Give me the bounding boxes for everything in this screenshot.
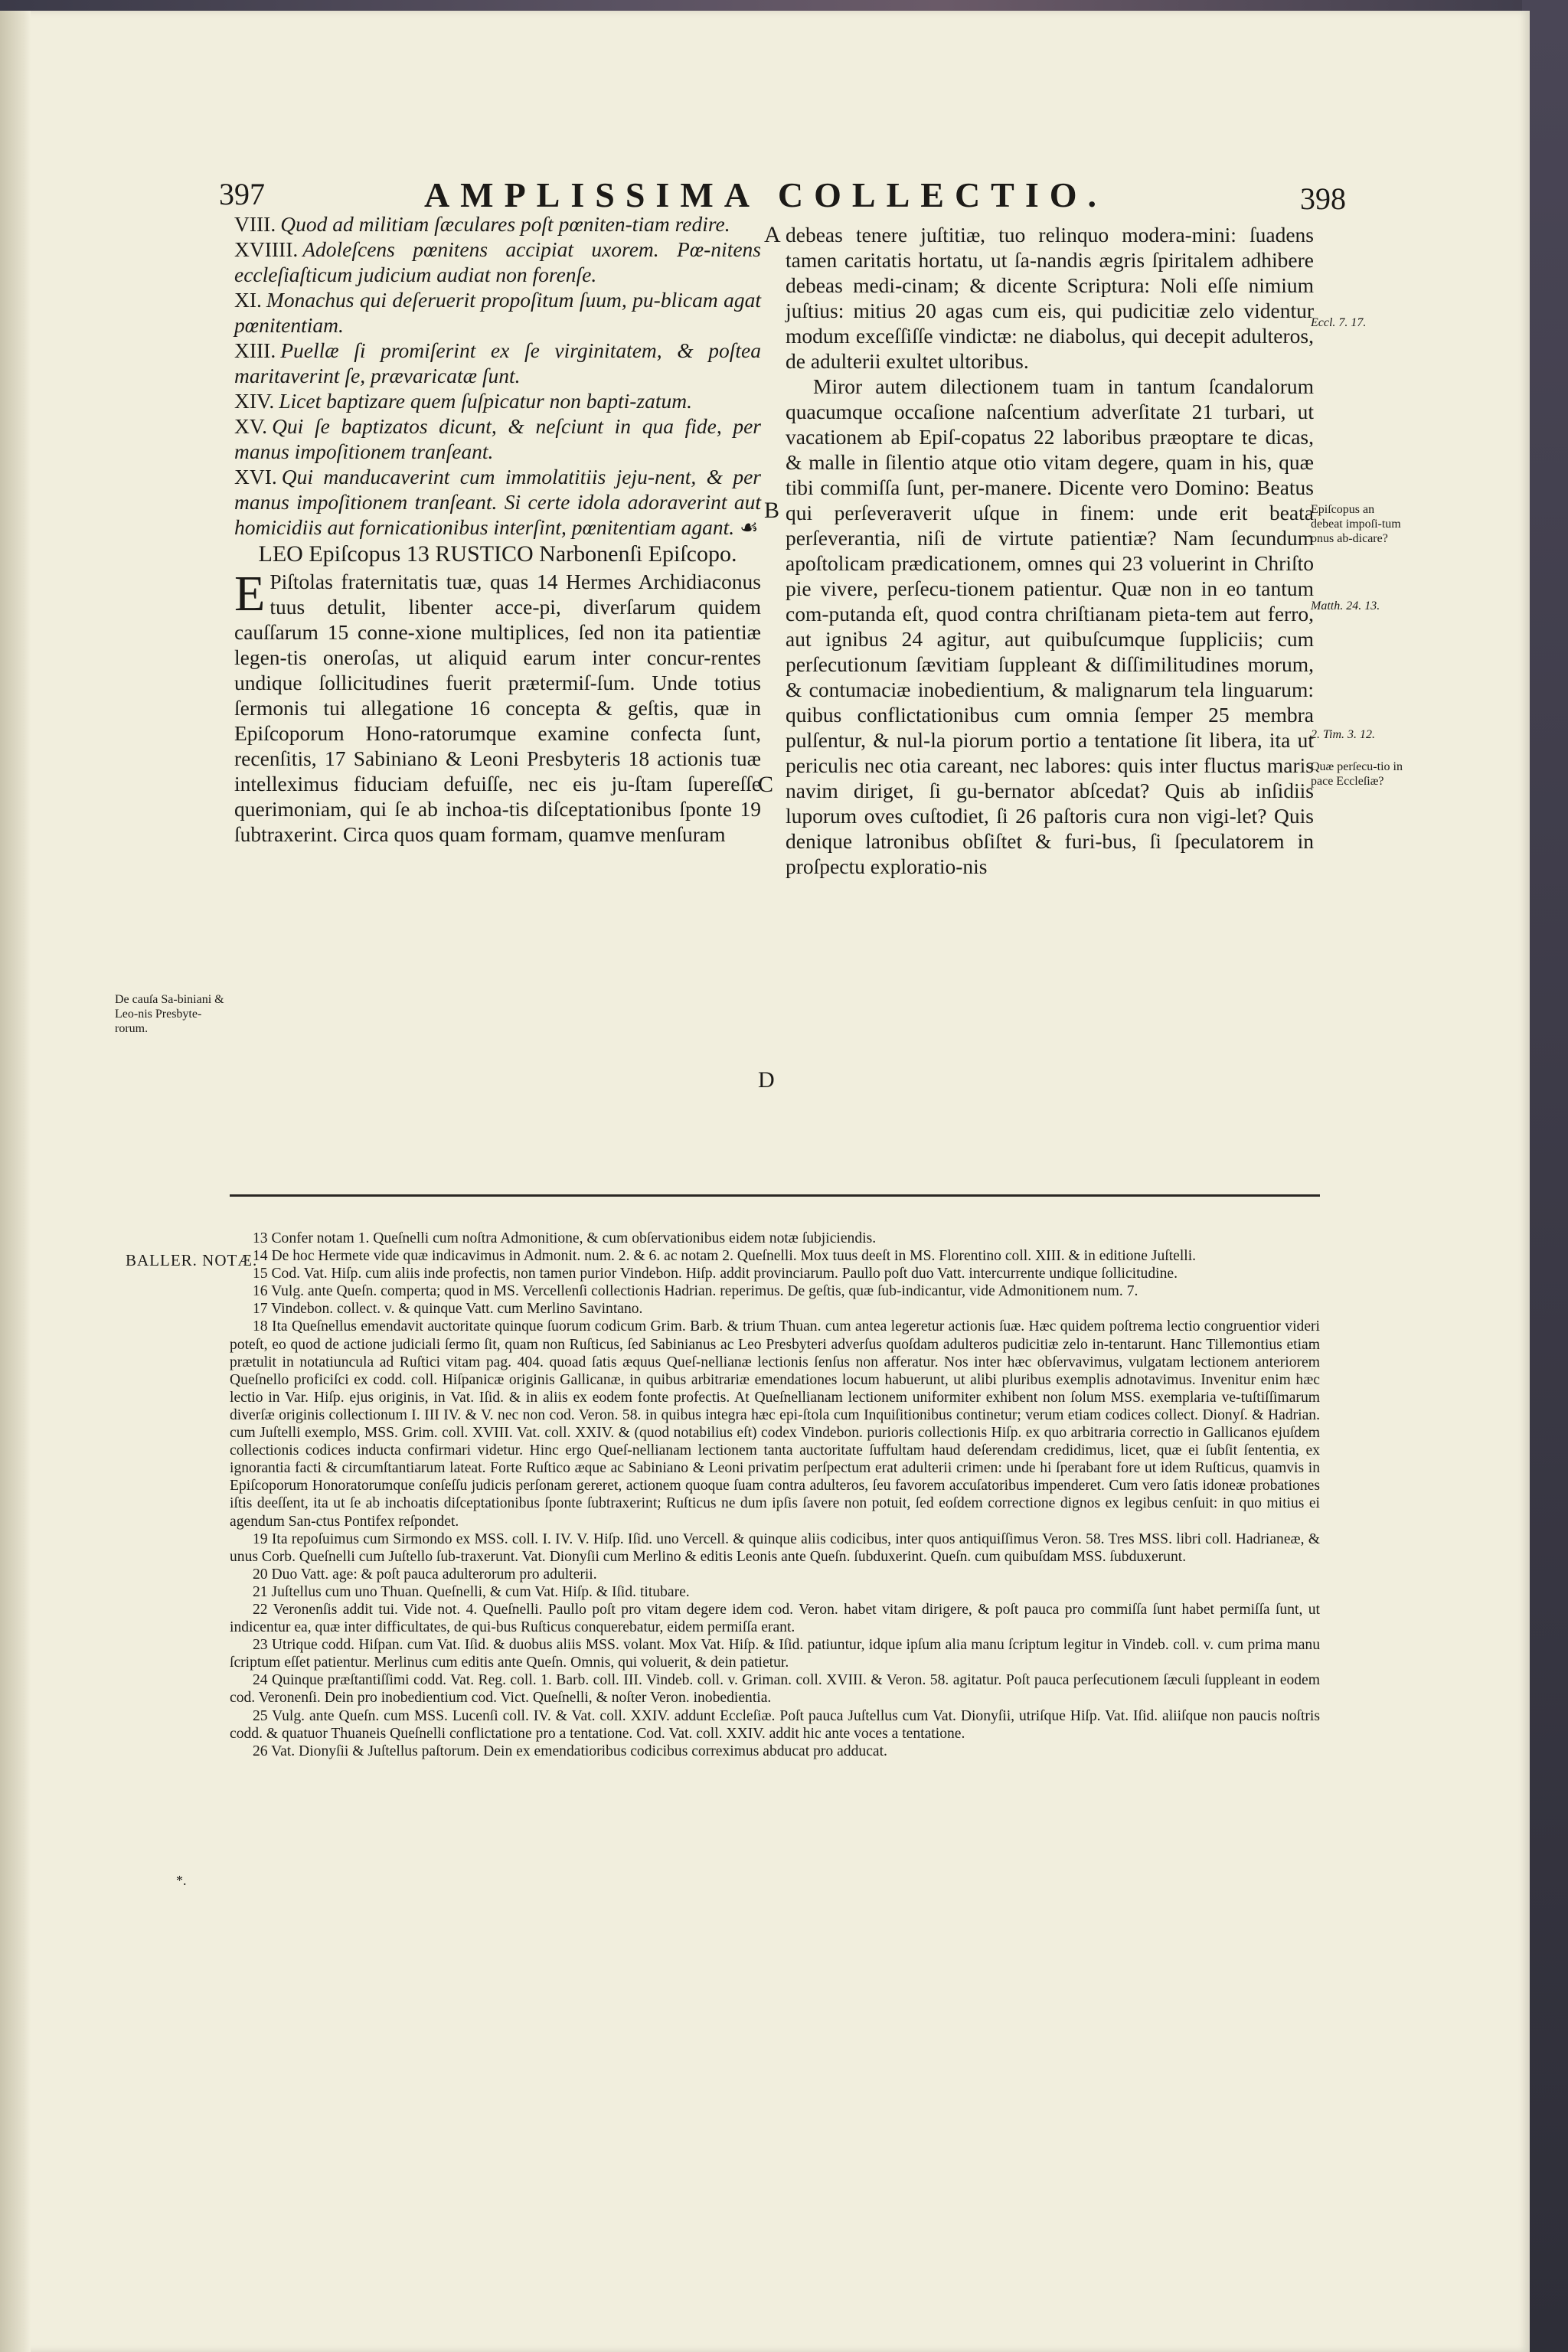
footnote: 20 Duo Vatt. age: & poſt pauca adulterorum pro adulterii. xyxy=(253,1566,597,1583)
page-number-right: 398 xyxy=(1300,181,1346,216)
footnote: 21 Juſtellus cum uno Thuan. Queſnelli, & cum Vat. Hiſp. & Iſid. titubare. xyxy=(253,1583,690,1600)
right-column xyxy=(786,222,1314,879)
footnote-rule xyxy=(230,1194,1320,1197)
footnotes xyxy=(230,1230,1320,1760)
margin-note-eccl: Eccl. 7. 17. xyxy=(1311,316,1367,329)
footnote: 19 Ita repoſuimus cum Sirmondo ex MSS. coll. I. IV. V. Hiſp. Iſid. uno Vercell. & quinque aliis codicibus, inter quos antiquiſſimus Veron. 58. Tres MSS. libri coll. Hadrianeæ, & unus Corb. Queſnelli cum Juſtello ſub-traxerunt. Vat. Dionyſii cum Merlino & editis Leonis ante Queſn. ſubduxerint. Queſn. cum quibuſdam MSS. ſubduxerunt. xyxy=(230,1530,1320,1565)
footnote: 24 Quinque præſtantiſſimi codd. Vat. Reg. coll. 1. Barb. coll. III. Vindeb. coll. v. Griman. coll. XVIII. & Veron. 58. agitatur. Poſt pauca perſecutionem ſæculi ſuppleant in eodem cod. Veronenſi. Dein pro inobedientium cod. Vict. Queſnelli, & noſter Veron. inobedientia. xyxy=(230,1672,1320,1707)
footnote: 13 Confer notam 1. Queſnelli cum noſtra Admonitione, & cum obſervationibus eidem notæ ſubjiciendis. xyxy=(253,1230,877,1246)
margin-note-matth: Matth. 24. 13. xyxy=(1311,599,1380,612)
paragraph: debeas tenere juſtitiæ, tuo relinquo modera-mini: ſuadens tamen caritatis hortatu, ut ſa-nandis ægris ſpiritalem adhibere debeas medi-cinam; & dicente Scriptura: Noli eſſe nimium juſtius: mitius 20 agas cum eis, qui pudicitiæ zelo videntur modum exceſſiſſe vindictæ: ne diabolus, qui decepit adulteros, de adulterii exultet ultoribus. xyxy=(786,223,1314,373)
footnote: 25 Vulg. ante Queſn. cum MSS. Lucenſi coll. IV. & Vat. coll. XXIV. addunt Eccleſiæ. Poſt pauca Juſtellus cum Vat. Dionyſii, utriſque Hiſp. Vat. Iſid. aliiſque non paucis noſtris codd. & quatuor Thuaneis Queſnelli conflictatione pro a tentatione. Cod. Vat. coll. XXIV. addit hic ante voces a tentatione. xyxy=(230,1707,1320,1742)
page-number-left: 397 xyxy=(219,177,265,211)
letter-body-start: E Piſtolas fraternitatis tuæ, quas 14 Hermes Archidiaconus tuus detulit, libenter acce-pi, diverſarum quidem cauſſarum 15 conne-xione multiplices, ſed non ita patientiæ legen-tis oneroſas, ut aliquid earum inter concur-rentes undique ſollicitudines fuerit prætermiſ-ſum. Unde totius ſermonis tui allegatione 16 concepta & geſtis, quæ in Epiſcoporum Hono-ratorumque examine confecta ſunt, recenſitis, 17 Sabiniano & Leoni Presbyteris 18 actionis tuæ intelleximus fiduciam defuiſſe, nec eis ju-ſtam ſupereſſe querimoniam, qui ſe ab inchoa-tis diſceptationibus ſponte 19 ſubtraxerint. Circa quos quam formam, quamve menſuram xyxy=(234,566,761,846)
page-spine-shadow xyxy=(0,11,31,2352)
footnote: 22 Veronenſis addit tui. Vide not. 4. Queſnelli. Paullo poſt pro vitam degere idem cod. Veron. habet vitam dirigere, & poſt pauca pro commiſſa ſunt habet permiſſa ſunt, ut indicentur ea, quæ inter difficultates, de qui-bus Ruſticus conquerebatur, eidem permiſſa erant. xyxy=(230,1601,1320,1636)
margin-note-de-causa: De cauſa Sa-biniani & Leo-nis Presbyte-rorum. xyxy=(115,993,224,1035)
margin-mark: *. xyxy=(176,1873,187,1888)
footnote: 18 Ita Queſnellus emendavit auctoritate quinque ſuorum codicum Grim. Barb. & trium Thuan. cum antea legeretur actionis ſuæ. Hæc quidem poſtrema lectio congruentior videri poteſt, eo quod de actione judiciali ſermo ſit, quam non Ruſticus, ſed Sabinianus ac Leo Presbyteri adverſus quoſdam adulteros pudicitiæ zelo in-tentarunt. Hanc Tillemontius etiam prætulit in notatiuncula ad Ruſtici vitam pag. 404. quoad ſatis æquus Queſ-nellianæ lectionis ſenſus non afferatur. Nos inter hæc obſervavimus, vulgatam lectionem anteriorem Queſnello proficiſci ex codd. coll. Hiſpanicæ originis Gallicanæ, in quibus arbitrariæ emendationes locum habuerunt, ut alibi pluribus exemplis adnotavimus. Invenitur enim hæc lectio in Var. Hiſp. ejus originis, in Vat. Iſid. & in aliis ex eodem fonte profectis. At Queſnellianam lectionem uniformiter exhibent non ſolum MSS. exemplaria ve-tuſtiſſimarum diverſæ originis collectionum I. III IV. & V. nec non cod. Veron. 58. in quibus integra hæc epi-ſtola cum Inquiſitionibus continetur; verum etiam codices collect. Dionyſ. & Hadrian. cum Juſtelli exemplo, MSS. Grim. coll. XVIII. Vat. coll. XXIV. & (quod notabilius eſt) codex Vindebon. purioris collectionis Hiſp. ex quo arbitraria correctio in Gallicanos ejuſdem collectionis codices inducta confirmari videtur. Hinc ergo Queſ-nellianam lectionem tanta auctoritate ſuffultam haud deſerendam credidimus, licet, quæ ei ſubſit ſententia, ex ignorantia facti & circumſtantiarum lateat. Forte Ruſtico æque ac Sabiniano & Leoni privatim perſpectum erat adulterii crimen: unde hi ſperabant fore ut idem Ruſticus, quamvis in Epiſcoporum Honoratorumque conſeſſu judicis perſonam gereret, actionem quoque ſuam contra adulteros, ſeu favorem accuſatoribus impenderet. Cum vero ſatis idoneæ probationes iſtis deeſſent, ita ut ſe ab inchoatis diſceptationibus ſponte ſubtraxerint; Ruſticus ne dum ipſis ſavere non potuit, ſed eoſdem correctione dignos ex legibus cenſuit: in quo mitius ei agendum San-ctus Pontifex reſpondet. xyxy=(230,1318,1320,1530)
footnote: 15 Cod. Vat. Hiſp. cum aliis inde profectis, non tamen purior Vindebon. Hiſp. addit provinciarum. Paullo poſt duo Vatt. intercurrente undique ſollicitudine. xyxy=(253,1266,1178,1282)
footnote: 17 Vindebon. collect. v. & quinque Vatt. cum Merlino Savintano. xyxy=(253,1301,643,1318)
footnote: 23 Utrique codd. Hiſpan. cum Vat. Iſid. & duobus aliis MSS. volant. Mox Vat. Hiſp. & Iſid. patiuntur, idque ipſum alia manu ſcriptum legitur in Vindeb. coll. v. cum prima manu ſcriptum eſſet patientur. Merlinus cum editis ante Queſn. Omnis, qui voluerit, & dein patietur. xyxy=(230,1637,1320,1671)
hand-ornament-icon: ☙ xyxy=(740,515,759,539)
section-marker-b: B xyxy=(764,498,780,523)
running-title: AMPLISSIMA COLLECTIO. xyxy=(423,175,1108,214)
footnote-label: BALLER. NOTÆ. xyxy=(126,1251,258,1269)
paragraph: Miror autem dilectionem tuam in tantum ſcandalorum quacumque occaſione naſcentium adverſitate 21 turbari, ut vacationem ab Epiſ-copatus 22 laboribus præoptare te dicas, & malle in ſilentio atque otio vitam degere, quam in his, quæ tibi commiſſa ſunt, per-manere. Dicente vero Domino: Beatus qui perſeveraverit uſque in finem: unde erit beata perſeverantia, niſi de virtute patientiæ? Nam ſecundum apoſtolicam prædicationem, omnes qui 23 voluerint in Chriſto pie vivere, perſecu-tionem patientur. Quæ non in eo tantum com-putanda eſt, quod contra chriſtianam pieta-tem aut ferro, aut ignibus 24 agitur, aut quibuſcumque ſuppliciis; cum perſecutionum ſævitiam ſuppleant & diſſimilitudines morum, & contumaciæ inobedientium, & malignarum tela linguarum: quibus conflictationibus cum omnia ſemper 25 membra pulſentur, & nul-la piorum portio a tentatione ſit libera, ita ut periculis nec otia careant, nec labores: quis inter fluctus maris navim diriget, ſi gu-bernator abſcedat? Quis ab inſidiis luporum oves cuſtodiet, ſi 26 paſtoris cura non vigi-let? Quis denique latronibus obſiſtet & furi-bus, ſi ſpeculatorem in proſpectu exploratio-nis xyxy=(786,374,1314,878)
capitulum-item: VIII. Quod ad militiam ſæculares poſt pœniten-tiam redire. xyxy=(234,212,730,236)
footnote: 16 Vulg. ante Queſn. comperta; quod in MS. Vercellenſi collectionis Hadrian. reperimus. De geſtis, quæ ſub-indicantur, vide Admonitionem num. 7. xyxy=(253,1283,1138,1300)
capitulum-item: XI. Monachus qui deſeruerit propoſitum ſuum, pu-blicam agat pœnitentiam. xyxy=(234,288,761,337)
section-marker-d: D xyxy=(758,1067,775,1093)
capitulum-item: XVI. Qui manducaverint cum immolatitiis jeju-nent, & per manus impoſitionem tranſeant. Si certe idola adoraverint aut homicidiis aut fornicationibus interſint, pœnitentiam agant. ☙ xyxy=(234,465,761,539)
capitulum-item: XIV. Licet baptizare quem ſuſpicatur non bapti-zatum. xyxy=(234,389,693,413)
margin-note-tim: 2. Tim. 3. 12. xyxy=(1311,728,1376,741)
section-marker-a: A xyxy=(764,222,781,247)
footnote: 26 Vat. Dionyſii & Juſtellus paſtorum. Dein ex emendatioribus codicibus correximus abducat pro adducat. xyxy=(253,1743,887,1759)
drop-cap: E xyxy=(234,566,266,622)
footnote: 14 De hoc Hermete vide quæ indicavimus in Admonit. num. 2. & 6. ac notam 2. Queſnelli. Mox tuus deeſt in MS. Florentino coll. XIII. & in editione Juſtelli. xyxy=(253,1248,1197,1265)
capitulum-item: XVIIII. Adoleſcens pœnitens accipiat uxorem. Pœ-nitens eccleſiaſticum judicium audiat non forenſe. xyxy=(234,237,761,286)
left-column xyxy=(234,211,761,847)
letter-heading: LEO Epiſcopus 13 RUSTICO Narbonenſi Epiſcopo. xyxy=(258,541,737,567)
margin-note-persecutio: Quæ perſecu-tio in pace Eccleſiæ? xyxy=(1311,760,1403,788)
section-marker-c: C xyxy=(758,772,774,797)
margin-note-episcopus: Epiſcopus an debeat impoſi-tum onus ab-dicare? xyxy=(1311,503,1401,545)
capitulum-item: XIII. Puellæ ſi promiſerint ex ſe virginitatem, & poſtea maritaverint ſe, prævaricatæ ſunt. xyxy=(234,338,761,387)
capitulum-item: XV. Qui ſe baptizatos dicunt, & neſciunt in qua fide, per manus impoſitionem tranſeant. xyxy=(234,414,761,463)
